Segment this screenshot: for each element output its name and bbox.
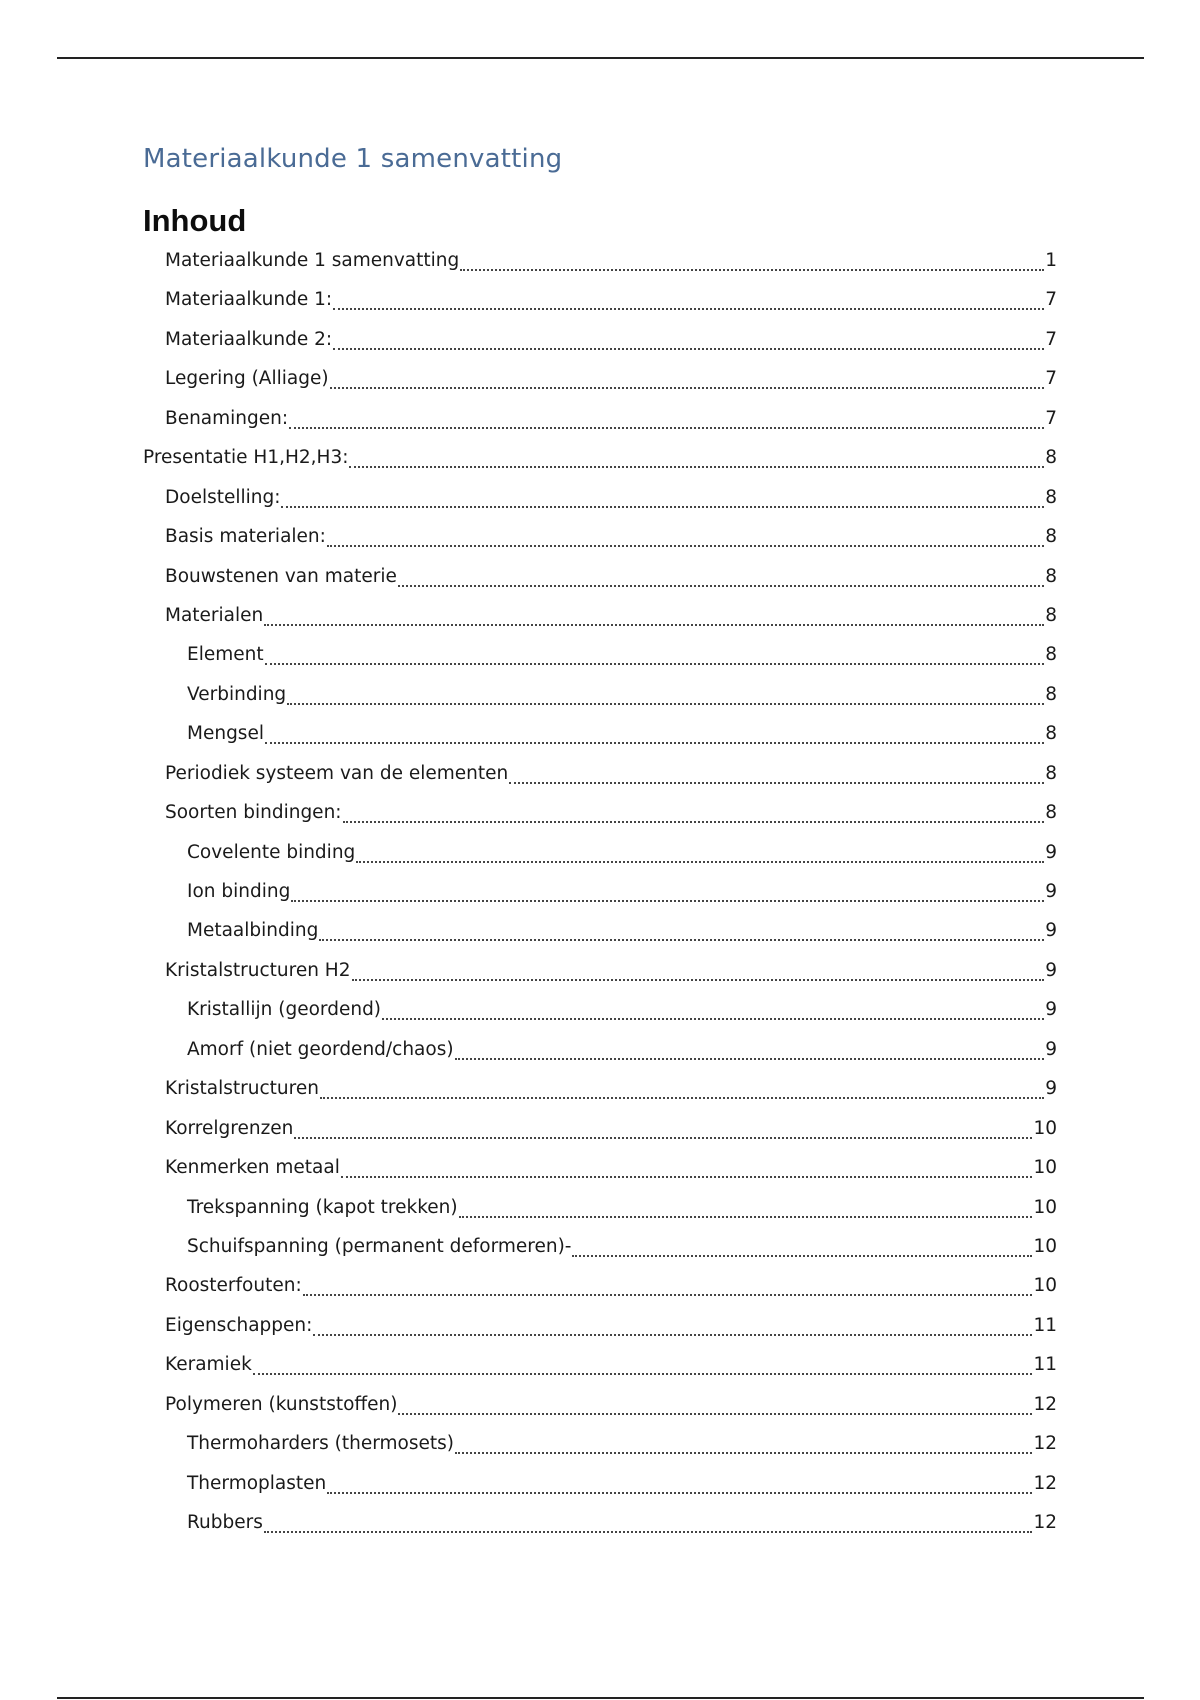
document-title: Materiaalkunde 1 samenvatting [143, 144, 563, 174]
toc-entry[interactable] [0, 447, 1200, 486]
toc-entry[interactable] [0, 566, 1200, 605]
toc-dot-leader [265, 644, 1045, 665]
toc-entry-label: Presentatie H1,H2,H3: [143, 447, 349, 469]
toc-entry[interactable] [0, 368, 1200, 407]
toc-entry-page: 8 [1045, 604, 1057, 626]
toc-entry[interactable] [0, 1078, 1200, 1117]
toc-dot-leader [356, 842, 1044, 863]
toc-dot-leader [330, 368, 1045, 389]
toc-entry[interactable] [0, 644, 1200, 683]
toc-entry[interactable] [0, 289, 1200, 328]
toc-dot-leader [509, 763, 1044, 784]
toc-entry-page: 8 [1045, 644, 1057, 666]
toc-entry-label: Covelente binding [187, 841, 356, 863]
toc-dot-leader [287, 684, 1044, 705]
toc-entry-page: 12 [1033, 1393, 1057, 1415]
toc-entry[interactable] [0, 1039, 1200, 1078]
toc-entry-page: 9 [1045, 920, 1057, 942]
toc-entry[interactable] [0, 763, 1200, 802]
toc-entry-page: 10 [1033, 1157, 1057, 1179]
toc-entry-page: 12 [1033, 1433, 1057, 1455]
toc-entry[interactable] [0, 684, 1200, 723]
toc-entry[interactable] [0, 408, 1200, 447]
toc-entry-label: Trekspanning (kapot trekken) [187, 1196, 458, 1218]
toc-entry-label: Periodiek systeem van de elementen [165, 762, 509, 784]
toc-entry-page: 10 [1033, 1235, 1057, 1257]
toc-dot-leader [572, 1236, 1032, 1257]
toc-entry[interactable] [0, 1118, 1200, 1157]
toc-dot-leader [303, 1275, 1033, 1296]
toc-entry-page: 7 [1045, 289, 1057, 311]
toc-entry-page: 10 [1033, 1275, 1057, 1297]
toc-entry-label: Amorf (niet geordend/chaos) [187, 1038, 454, 1060]
toc-entry-label: Kristalstructuren H2 [165, 959, 351, 981]
toc-entry-label: Materialen [165, 604, 264, 626]
toc-entry-label: Ion binding [187, 881, 291, 902]
toc-entry-page: 9 [1045, 1078, 1057, 1100]
toc-entry-page: 7 [1045, 407, 1057, 429]
toc-entry-page: 8 [1045, 486, 1057, 508]
toc-entry-page: 8 [1045, 447, 1057, 469]
toc-entry[interactable] [0, 1275, 1200, 1314]
toc-dot-leader [265, 723, 1044, 744]
toc-entry-label: Thermoharders (thermosets) [187, 1433, 454, 1455]
footer-rule [57, 1697, 1144, 1699]
toc-entry[interactable] [0, 842, 1200, 881]
toc-dot-leader [327, 526, 1044, 547]
toc-dot-leader [313, 1315, 1032, 1336]
toc-entry-page: 8 [1045, 683, 1057, 705]
toc-entry[interactable] [0, 1197, 1200, 1236]
toc-dot-leader [333, 329, 1044, 350]
toc-entry-page: 12 [1033, 1472, 1057, 1494]
header-rule [57, 57, 1144, 59]
toc-entry[interactable] [0, 1354, 1200, 1393]
toc-dot-leader [455, 1433, 1033, 1454]
toc-entry[interactable] [0, 605, 1200, 644]
toc-dot-leader [352, 960, 1045, 981]
toc-entry-label: Kenmerken metaal [165, 1157, 340, 1179]
toc-entry[interactable] [0, 999, 1200, 1038]
toc-entry-label: Schuifspanning (permanent deformeren)- [187, 1235, 572, 1257]
toc-entry-label: Roosterfouten: [165, 1275, 302, 1297]
toc-entry[interactable] [0, 802, 1200, 841]
toc-entry[interactable] [0, 526, 1200, 565]
toc-entry-page: 11 [1033, 1354, 1057, 1376]
toc-entry-page: 1 [1045, 250, 1057, 271]
toc-entry-page: 8 [1045, 526, 1057, 548]
toc-entry[interactable] [0, 1315, 1200, 1354]
toc-dot-leader [382, 999, 1044, 1020]
toc-dot-leader [291, 881, 1044, 902]
toc-entry-page: 9 [1045, 841, 1057, 863]
toc-entry-label: Legering (Alliage) [165, 368, 329, 390]
toc-entry-label: Keramiek [165, 1354, 252, 1376]
toc-dot-leader [341, 1157, 1033, 1178]
toc-dot-leader [398, 1394, 1032, 1415]
toc-entry[interactable] [0, 250, 1200, 289]
toc-entry-label: Mengsel [187, 723, 264, 745]
toc-entry[interactable] [0, 1236, 1200, 1275]
toc-entry[interactable] [0, 1157, 1200, 1196]
toc-dot-leader [460, 250, 1044, 271]
toc-entry[interactable] [0, 881, 1200, 920]
toc-entry-page: 10 [1033, 1196, 1057, 1218]
toc-entry[interactable] [0, 960, 1200, 999]
toc-entry-label: Verbinding [187, 683, 287, 705]
toc-entry[interactable] [0, 1473, 1200, 1512]
toc-entry-label: Eigenschappen: [165, 1314, 313, 1336]
toc-entry-page: 9 [1045, 959, 1057, 981]
toc-dot-leader [253, 1354, 1033, 1375]
toc-entry-label: Korrelgrenzen [165, 1117, 294, 1139]
toc-entry-label: Rubbers [187, 1512, 263, 1533]
toc-entry-page: 8 [1045, 723, 1057, 745]
toc-dot-leader [264, 605, 1044, 626]
toc-heading: Inhoud [143, 203, 247, 238]
toc-dot-leader [294, 1118, 1032, 1139]
toc-entry[interactable] [0, 1433, 1200, 1472]
toc-dot-leader [398, 566, 1044, 587]
toc-entry-label: Benamingen: [165, 407, 289, 429]
toc-entry[interactable] [0, 920, 1200, 959]
toc-entry-label: Materiaalkunde 2: [165, 328, 333, 350]
toc-dot-leader [319, 920, 1044, 941]
toc-entry[interactable] [0, 329, 1200, 368]
toc-entry-label: Kristallijn (geordend) [187, 999, 382, 1021]
toc-entry-label: Element [187, 644, 264, 666]
toc-dot-leader [455, 1039, 1045, 1060]
toc-entry-page: 10 [1033, 1117, 1057, 1139]
toc-entry[interactable] [0, 1394, 1200, 1433]
toc-entry-page: 8 [1045, 762, 1057, 784]
toc-dot-leader [281, 487, 1044, 508]
toc-entry-page: 8 [1045, 565, 1057, 587]
toc-dot-leader [459, 1197, 1033, 1218]
table-of-contents [0, 250, 1200, 1551]
toc-entry-label: Doelstelling: [165, 486, 281, 508]
toc-entry-page: 7 [1045, 328, 1057, 350]
toc-entry-page: 9 [1045, 1038, 1057, 1060]
toc-dot-leader [343, 802, 1045, 823]
toc-entry-page: 9 [1045, 999, 1057, 1021]
toc-entry-page: 8 [1045, 802, 1057, 824]
toc-entry-label: Thermoplasten [187, 1472, 327, 1494]
toc-entry-label: Kristalstructuren [165, 1078, 319, 1100]
toc-entry-label: Basis materialen: [165, 526, 326, 548]
toc-entry[interactable] [0, 487, 1200, 526]
toc-dot-leader [327, 1473, 1032, 1494]
toc-entry-page: 7 [1045, 368, 1057, 390]
toc-dot-leader [333, 289, 1044, 310]
toc-dot-leader [264, 1512, 1033, 1533]
toc-dot-leader [289, 408, 1044, 429]
toc-entry-label: Materiaalkunde 1 samenvatting [165, 250, 460, 271]
toc-entry[interactable] [0, 723, 1200, 762]
toc-entry-label: Soorten bindingen: [165, 802, 342, 824]
toc-entry-label: Materiaalkunde 1: [165, 289, 333, 311]
toc-entry-page: 11 [1033, 1314, 1057, 1336]
toc-dot-leader [320, 1078, 1044, 1099]
toc-entry-page: 12 [1033, 1512, 1057, 1533]
toc-entry[interactable] [0, 1512, 1200, 1551]
toc-entry-page: 9 [1045, 881, 1057, 902]
toc-entry-label: Metaalbinding [187, 920, 319, 942]
toc-entry-label: Bouwstenen van materie [165, 565, 397, 587]
toc-entry-label: Polymeren (kunststoffen) [165, 1393, 398, 1415]
toc-dot-leader [349, 447, 1044, 468]
